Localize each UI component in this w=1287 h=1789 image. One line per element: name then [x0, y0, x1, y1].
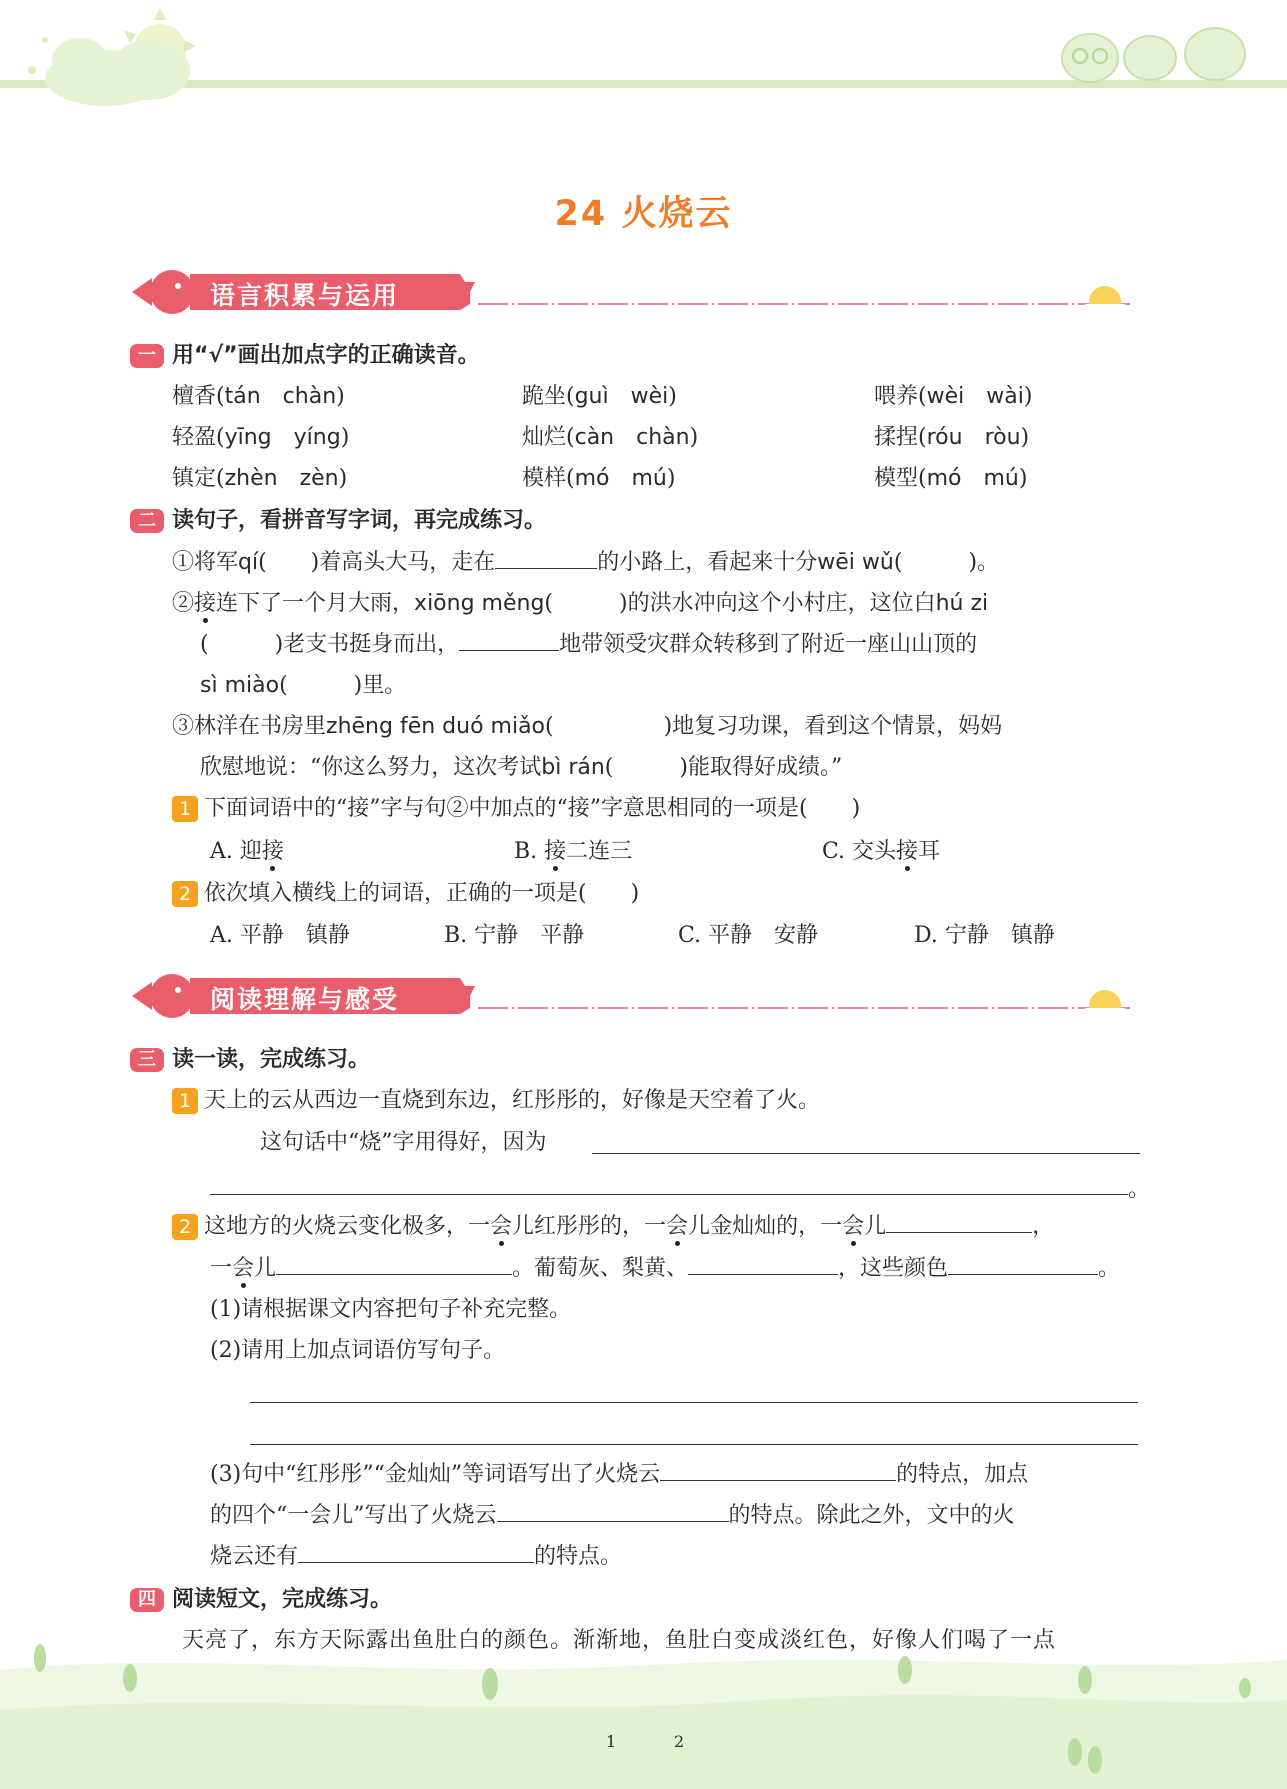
section-title: 语言积累与运用 — [210, 281, 400, 310]
q2-sub1-option-b[interactable]: B. 接二连三 — [514, 839, 633, 864]
answer-blank[interactable] — [298, 1540, 534, 1563]
answer-line[interactable] — [250, 1444, 1138, 1445]
q1-item: 檀香(tán chàn) — [172, 384, 345, 409]
q2-sub2-option-a[interactable]: A. 平静 镇静 — [210, 923, 350, 948]
cloud-icon — [45, 38, 190, 106]
q1-item: 轻盈(yīng yíng) — [172, 425, 350, 450]
page-number: 1 — [606, 1732, 617, 1751]
question-tag: 二 — [130, 509, 164, 533]
answer-blank[interactable] — [886, 1210, 1032, 1233]
answer-line[interactable] — [592, 1153, 1140, 1154]
q2-sub2-option-c[interactable]: C. 平静 安静 — [678, 923, 819, 948]
q3-sub2-part-3-end: 烧云还有 的特点。 — [210, 1539, 622, 1570]
q3-sub2-part-3-cont: 的四个“一会儿”写出了火烧云 的特点。除此之外，文中的火 — [210, 1498, 1015, 1529]
q1-item: 镇定(zhèn zèn) — [172, 466, 348, 491]
header-decoration — [0, 0, 1287, 120]
period: 。 — [1128, 1177, 1151, 1202]
answer-blank[interactable] — [688, 1252, 838, 1275]
question-tag: 一 — [130, 344, 164, 368]
q1-item: 模样(mó mú) — [522, 466, 676, 491]
answer-blank[interactable] — [495, 546, 597, 569]
q2-sentence-2-cont: ( )老支书挺身而出， 地带领受灾群众转移到了附近一座山山顶的 — [200, 627, 977, 658]
section-banner-2 — [130, 972, 1140, 1020]
section-title: 阅读理解与感受 — [210, 985, 400, 1014]
q3-sub-question-1: 1 天上的云从西边一直烧到东边，红彤彤的，好像是天空着了火。 — [172, 1083, 820, 1114]
section-banner-1 — [130, 268, 1140, 316]
q1-item: 喂养(wèi wài) — [874, 384, 1033, 409]
question-1-heading: 一 用“√”画出加点字的正确读音。 — [130, 338, 480, 369]
q2-sub1-option-a[interactable]: A. 迎接 — [210, 839, 284, 864]
q2-sentence-1: ①将军qí( )着高头大马，走在 的小路上，看起来十分wēi wǔ( )。 — [172, 545, 999, 576]
q1-item: 模型(mó mú) — [874, 466, 1028, 491]
question-2-heading: 二 读句子，看拼音写字词，再完成练习。 — [130, 503, 546, 534]
number-badge: 1 — [172, 796, 198, 822]
number-badge: 1 — [172, 1088, 198, 1114]
q2-sub-question-2: 2 依次填入横线上的词语，正确的一项是( ) — [172, 876, 639, 907]
answer-line[interactable] — [210, 1194, 1128, 1195]
q3-sub2-cont: 一会儿 。葡萄灰、梨黄、 ，这些颜色 。 — [210, 1251, 1120, 1282]
question-3-heading: 三 读一读，完成练习。 — [130, 1042, 370, 1073]
answer-line[interactable] — [250, 1402, 1138, 1403]
number-badge: 2 — [172, 1214, 198, 1240]
q3-sub2-part-2: (2)请用上加点词语仿写句子。 — [210, 1338, 506, 1363]
q2-sentence-3: ③林洋在书房里zhēng fēn duó miǎo( )地复习功课，看到这个情景，妈妈 — [172, 714, 1003, 739]
q2-sentence-2: ②接连下了一个月大雨，xiōng měng( )的洪水冲向这个小村庄，这位白hú zi — [172, 591, 989, 616]
page-number: 2 — [674, 1732, 685, 1751]
animal-faces-icon — [1062, 28, 1245, 82]
answer-blank[interactable] — [660, 1458, 896, 1481]
page-title: 24 火烧云 — [554, 194, 733, 234]
answer-blank[interactable] — [459, 628, 559, 651]
q2-sub2-option-d[interactable]: D. 宁静 镇静 — [914, 923, 1055, 948]
q3-sub2-part-1: (1)请根据课文内容把句子补充完整。 — [210, 1297, 572, 1322]
q1-item: 跪坐(guì wèi) — [522, 384, 677, 409]
answer-blank[interactable] — [948, 1252, 1098, 1275]
answer-blank[interactable] — [497, 1499, 729, 1522]
q2-sentence-3-cont: 欣慰地说：“你这么努力，这次考试bì rán( )能取得好成绩。” — [200, 755, 843, 780]
q3-sub1-prompt: 这句话中“烧”字用得好，因为 — [260, 1130, 547, 1155]
q1-item: 揉捏(róu ròu) — [874, 425, 1030, 450]
q2-sub-question-1: 1 下面词语中的“接”字与句②中加点的“接”字意思相同的一项是( ) — [172, 791, 860, 822]
q3-sub2-part-3: (3)句中“红彤彤”“金灿灿”等词语写出了火烧云 的特点，加点 — [210, 1457, 1028, 1488]
reading-passage: 天亮了，东方天际露出鱼肚白的颜色。渐渐地，鱼肚白变成淡红色，好像人们喝了一点 — [182, 1628, 1057, 1653]
number-badge: 2 — [172, 881, 198, 907]
question-4-heading: 四 阅读短文，完成练习。 — [130, 1582, 392, 1613]
q2-sub2-option-b[interactable]: B. 宁静 平静 — [444, 923, 585, 948]
question-tag: 四 — [130, 1588, 164, 1612]
q3-sub-question-2: 2 这地方的火烧云变化极多，一会儿红彤彤的，一会儿金灿灿的，一会儿 ， — [172, 1209, 1054, 1240]
footer-landscape — [0, 1640, 1287, 1789]
q2-sentence-2-end: sì miào( )里。 — [200, 673, 407, 698]
question-tag: 三 — [130, 1048, 164, 1072]
q2-sub1-option-c[interactable]: C. 交头接耳 — [822, 839, 941, 864]
q1-item: 灿烂(càn chàn) — [522, 425, 699, 450]
answer-blank[interactable] — [276, 1252, 512, 1275]
